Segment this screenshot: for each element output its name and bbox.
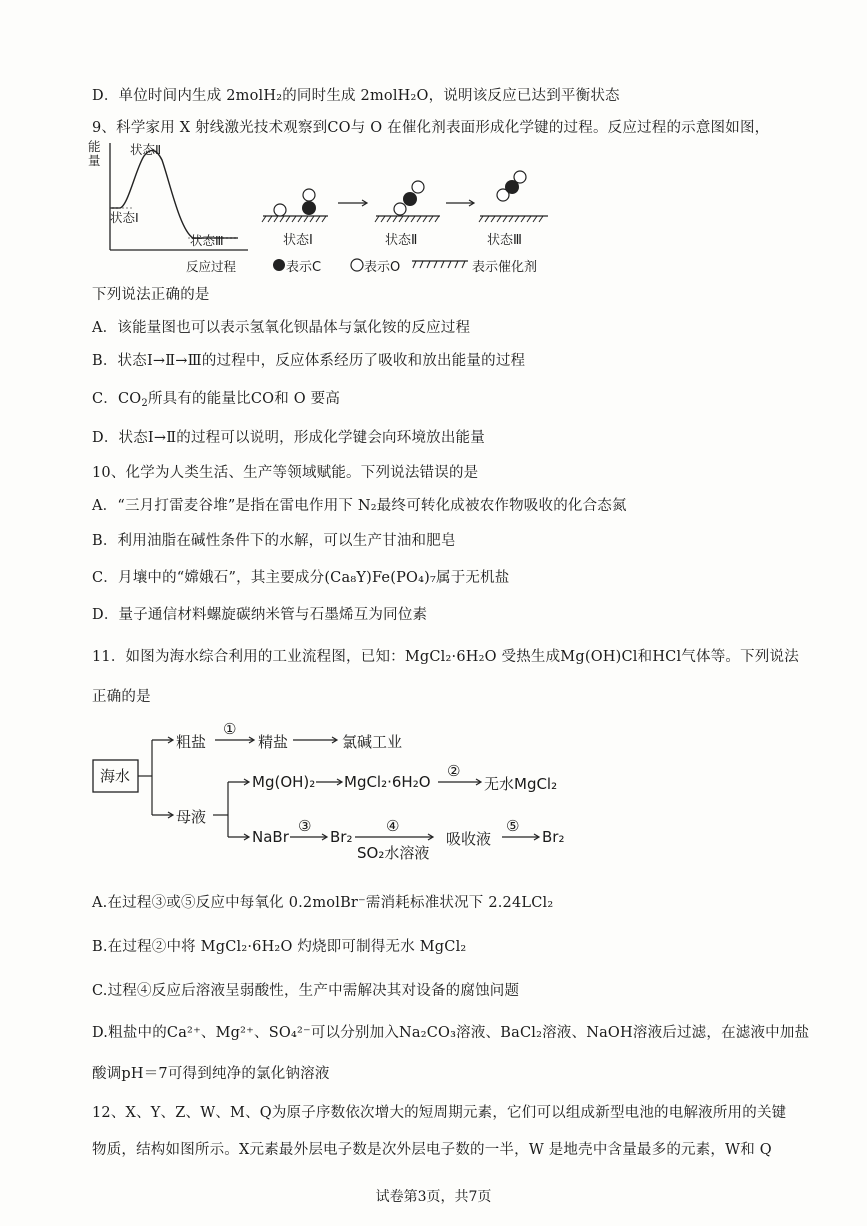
legend-catalyst: 表示催化剂 [472, 260, 538, 275]
state3-molecule [479, 171, 548, 222]
flow-step5: ⑤ [506, 817, 520, 835]
flow-refined-salt: 精盐 [258, 733, 289, 751]
flow-step2: ② [447, 762, 461, 780]
q8-option-d: D．单位时间内生成 2molH₂的同时生成 2molH₂O，说明该反应已达到平衡状态 [92, 88, 620, 104]
flow-absorb: 吸收液 [446, 830, 492, 848]
flow-br2-a: Br₂ [330, 828, 353, 846]
legend-c: 表示C [286, 260, 322, 275]
q9-option-a: A．该能量图也可以表示氢氧化钡晶体与氯化铵的反应过程 [92, 320, 471, 336]
flow-anhydrous: 无水MgCl₂ [484, 775, 558, 793]
flow-step4: ④ [386, 817, 400, 835]
legend-o: 表示O [364, 260, 401, 275]
q11-stem-line1: 11．如图为海水综合利用的工业流程图，已知：MgCl₂·6H₂O 受热生成Mg(OH)Cl和HCl气体等。下列说法 [92, 649, 799, 665]
page-footer: 试卷第3页，共7页 [375, 1189, 492, 1205]
flow-chlor-alkali: 氯碱工业 [342, 733, 403, 751]
q10-option-b: B．利用油脂在碱性条件下的水解，可以生产甘油和肥皂 [92, 533, 456, 549]
flow-seawater: 海水 [100, 767, 131, 785]
flow-mother-liquor: 母液 [176, 808, 207, 826]
flow-crude-salt: 粗盐 [176, 733, 207, 751]
flow-chart [90, 720, 590, 870]
energy-axis-label: 能量 [88, 139, 101, 168]
schematic-state3: 状态Ⅲ [487, 233, 522, 248]
q9-prompt: 下列说法正确的是 [92, 287, 210, 303]
q12-line1: 12、X、Y、Z、W、M、Q为原子序数依次增大的短周期元素，它们可以组成新型电池的电解液所用的关键 [92, 1105, 787, 1121]
q10-stem: 10、化学为人类生活、生产等领域赋能。下列说法错误的是 [92, 465, 479, 481]
q10-option-c: C．月壤中的“嫦娥石”，其主要成分(Ca₈Y)Fe(PO₄)₇属于无机盐 [92, 570, 510, 586]
flow-br2-b: Br₂ [542, 828, 565, 846]
q11-option-b: B.在过程②中将 MgCl₂·6H₂O 灼烧即可制得无水 MgCl₂ [92, 939, 467, 955]
q11-option-d-line2: 酸调pH＝7可得到纯净的氯化钠溶液 [92, 1066, 330, 1082]
q9-option-c: C．$CO_2$所具有的能量比CO和 O 要高 [92, 391, 341, 409]
state2-label: 状态Ⅱ [130, 142, 162, 157]
state2-molecule [375, 181, 440, 222]
q11-option-c: C.过程④反应后溶液呈弱酸性，生产中需解决其对设备的腐蚀问题 [92, 983, 520, 999]
flow-mgoh2: Mg(OH)₂ [252, 773, 316, 791]
state1-label: 状态Ⅰ [110, 210, 139, 225]
flow-step3: ③ [298, 817, 312, 835]
carbon-icon [273, 259, 285, 271]
flow-mgcl2-hydrate: MgCl₂·6H₂O [344, 773, 431, 791]
q9-option-b: B．状态Ⅰ→Ⅱ→Ⅲ的过程中，反应体系经历了吸收和放出能量的过程 [92, 353, 526, 369]
flow-step1: ① [223, 720, 237, 738]
flow-nabr: NaBr [252, 828, 289, 846]
oxygen-icon [351, 259, 363, 271]
reaction-schematic [258, 170, 568, 230]
state1-molecule [262, 189, 328, 222]
q12-line2: 物质，结构如图所示。X元素最外层电子数是次外层电子数的一半，W 是地壳中含量最多的元素，W和 Q [92, 1142, 772, 1158]
q11-option-d-line1: D.粗盐中的Ca²⁺、Mg²⁺、SO₄²⁻可以分别加入Na₂CO₃溶液、BaCl₂溶液、NaOH溶液后过滤，在滤液中加盐 [92, 1025, 810, 1041]
flow-so2: SO₂水溶液 [357, 844, 430, 862]
state3-label: 状态Ⅲ [190, 233, 224, 248]
q10-option-a: A．“三月打雷麦谷堆”是指在雷电作用下 N₂最终可转化成被农作物吸收的化合态氮 [92, 498, 627, 514]
q9-option-d: D．状态Ⅰ→Ⅱ的过程可以说明，形成化学键会向环境放出能量 [92, 430, 485, 446]
q9-stem: 9、科学家用 X 射线激光技术观察到CO与 O 在催化剂表面形成化学键的过程。反应过程的示意图如图， [92, 120, 770, 136]
q11-option-a: A.在过程③或⑤反应中每氧化 0.2molBr⁻需消耗标准状况下 2.24LCl₂ [92, 895, 554, 911]
q10-option-d: D．量子通信材料螺旋碳纳米管与石墨烯互为同位素 [92, 607, 428, 623]
q11-stem-line2: 正确的是 [92, 689, 151, 705]
x-axis-label: 反应过程 [186, 259, 237, 274]
schematic-state2: 状态Ⅱ [385, 233, 418, 248]
schematic-state1: 状态Ⅰ [283, 233, 313, 248]
